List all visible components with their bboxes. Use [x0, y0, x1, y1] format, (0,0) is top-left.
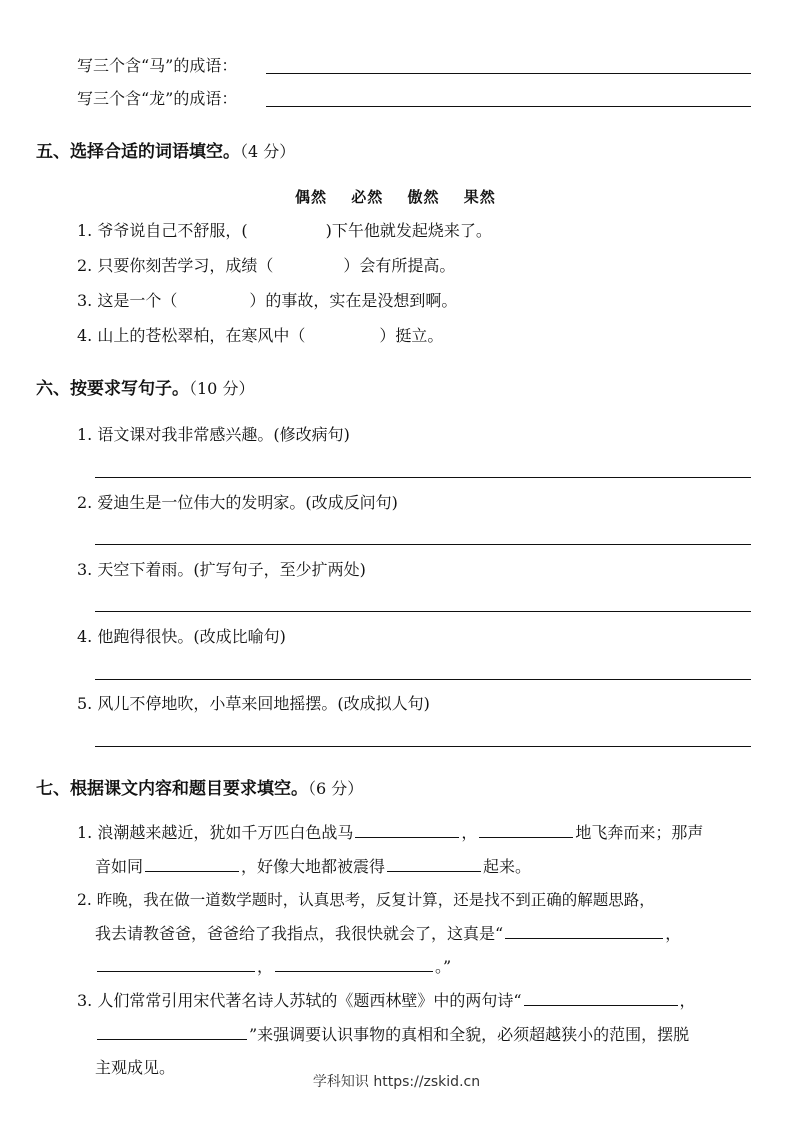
section6-title: 六、按要求写句子。 [36, 379, 189, 399]
answer-line[interactable] [95, 544, 751, 545]
q1-text: 起来。 [483, 857, 532, 876]
idiom-long-answer-line[interactable] [266, 106, 751, 107]
footer-watermark: 学科知识 https://zskid.cn [312, 1074, 481, 1090]
section7-q2-line1: 2. 昨晚，我在做一道数学题时，认真思考，反复计算，还是找不到正确的解题思路， [77, 891, 655, 909]
item-text-after: )下午他就发起烧来了。 [325, 221, 492, 240]
q1-text: 1. 浪潮越来越近，犹如千万匹白色战马 [77, 823, 354, 842]
q1-text: ，好像大地都被震得 [241, 857, 386, 876]
item-text-before: 爷爷说自己不舒服，( [97, 221, 248, 240]
fill-in-blank[interactable] [145, 870, 239, 872]
section6-item-prompt: 2. 爱迪生是一位伟大的发明家。(改成反问句) [77, 493, 398, 512]
q3-comma: ， [679, 991, 696, 1010]
section5-item [77, 256, 455, 276]
section6-item-prompt: 5. 风儿不停地吹，小草来回地摇摆。(改成拟人句) [77, 694, 430, 713]
fill-in-blank[interactable] [387, 870, 481, 872]
item-text-after: ）会有所提高。 [343, 256, 456, 275]
idiom-ma-answer-line[interactable] [266, 73, 751, 74]
section5-title: 五、选择合适的词语填空。 [36, 142, 240, 162]
item-number: 3. [77, 291, 93, 310]
section6-points: （10 分） [189, 379, 255, 398]
q3-text: ”来强调要认识事物的真相和全貌，必须超越狭小的范围，摆脱 [249, 1025, 690, 1044]
idiom-long-label: 写三个含“龙”的成语： [77, 89, 238, 108]
idiom-ma-label: 写三个含“马”的成语： [77, 56, 238, 75]
item-number: 4. [77, 326, 93, 345]
word-bank-item: 偶然 [295, 188, 328, 206]
section7-points: （6 分） [308, 779, 364, 798]
section6-item-prompt: 1. 语文课对我非常感兴趣。(修改病句) [77, 425, 350, 444]
fill-in-blank[interactable] [505, 937, 663, 939]
word-bank [286, 186, 505, 207]
word-bank-item: 果然 [463, 188, 496, 206]
section7-q3-line1 [77, 991, 696, 1011]
section5-item [77, 326, 443, 346]
section7-q2-line3 [95, 957, 451, 977]
fill-in-blank[interactable] [97, 970, 255, 972]
section7-q1-line1 [77, 823, 703, 843]
section5-heading [36, 141, 295, 163]
q3-text: 3. 人们常常引用宋代著名诗人苏轼的《题西林壁》中的两句诗“ [77, 991, 522, 1010]
fill-in-blank[interactable] [524, 1004, 678, 1006]
fill-in-blank[interactable] [479, 836, 573, 838]
q2-text: 我去请教爸爸，爸爸给了我指点，我很快就会了，这真是“ [95, 924, 504, 943]
word-bank-item: 傲然 [407, 188, 440, 206]
section7-q2-line2 [95, 924, 681, 944]
answer-line[interactable] [95, 477, 751, 478]
answer-line[interactable] [95, 679, 751, 680]
section7-heading [36, 778, 363, 800]
item-text-after: ）挺立。 [379, 326, 444, 345]
item-text-before: 这是一个（ [97, 291, 178, 310]
q1-text: 地飞奔而来；那声 [575, 823, 704, 842]
answer-line[interactable] [95, 611, 751, 612]
item-text-before: 山上的苍松翠柏，在寒风中（ [97, 326, 306, 345]
section7-q1-line2 [95, 857, 531, 877]
section5-item [77, 291, 457, 311]
section7-q3-line2 [95, 1025, 689, 1045]
q1-comma: ， [461, 823, 478, 842]
section6-heading [36, 378, 254, 400]
word-bank-item: 必然 [351, 188, 384, 206]
answer-line[interactable] [95, 746, 751, 747]
q2-text: 。” [435, 957, 452, 976]
item-text-after: ）的事故，实在是没想到啊。 [249, 291, 458, 310]
q1-text: 音如同 [95, 857, 144, 876]
item-number: 2. [77, 256, 93, 275]
q2-comma: ， [257, 957, 274, 976]
section7-title: 七、根据课文内容和题目要求填空。 [36, 779, 308, 799]
fill-in-blank[interactable] [355, 836, 459, 838]
section5-points: （4 分） [240, 142, 296, 161]
section6-item-prompt: 4. 他跑得很快。(改成比喻句) [77, 627, 286, 646]
item-text-before: 只要你刻苦学习，成绩（ [97, 256, 274, 275]
section6-item-prompt: 3. 天空下着雨。(扩写句子，至少扩两处) [77, 560, 366, 579]
fill-in-blank[interactable] [275, 970, 433, 972]
item-number: 1. [77, 221, 93, 240]
section7-q3-line3: 主观成见。 [95, 1058, 176, 1077]
q2-comma: ， [665, 924, 682, 943]
fill-in-blank[interactable] [97, 1038, 247, 1040]
section5-item [77, 221, 492, 241]
